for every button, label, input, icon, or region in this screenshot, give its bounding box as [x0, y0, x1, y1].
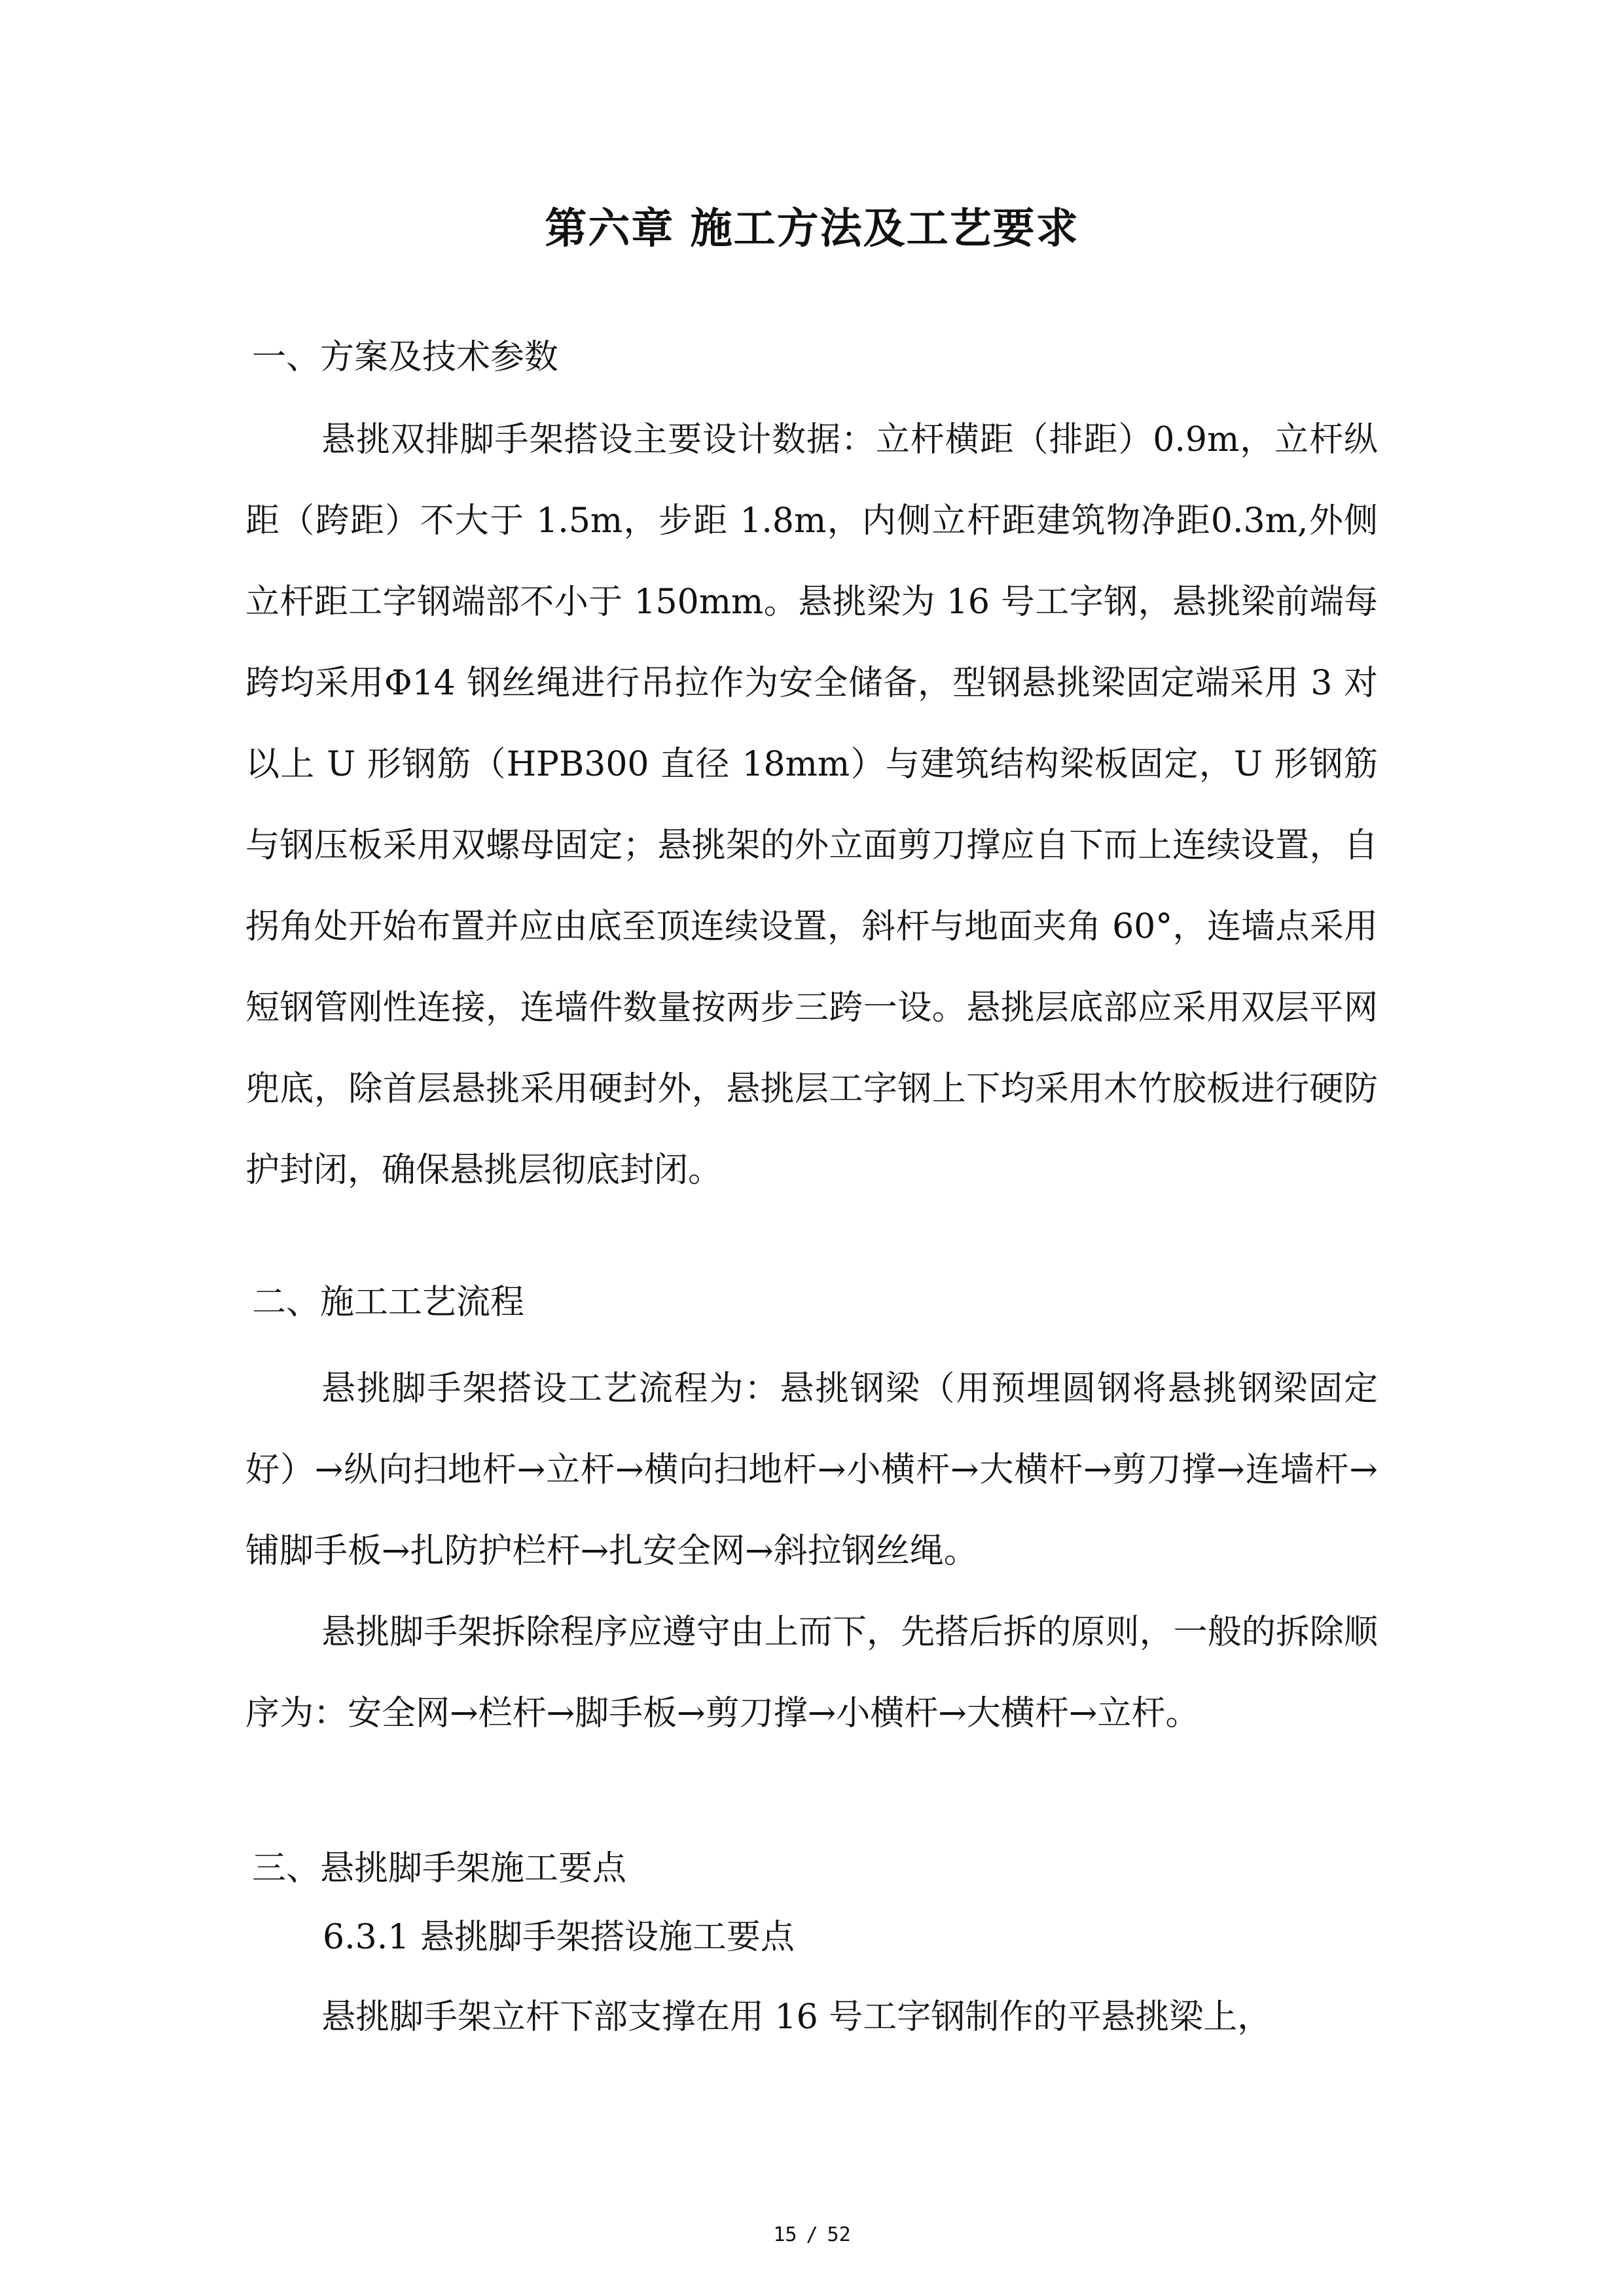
- page-current: 15: [773, 2223, 797, 2246]
- section-heading-3: 三、悬挑脚手架施工要点: [252, 1849, 627, 1888]
- section-1-paragraph-1: 悬挑双排脚手架搭设主要设计数据：立杆横距（排距）0.9m，立杆纵距（跨距）不大于 1.5m，步距 1.8m，内侧立杆距建筑物净距0.3m,外侧立杆距工字钢端部不小于 150mm。悬挑梁为 16 号工字钢，悬挑梁前端每跨均采用Φ14 钢丝绳进行吊拉作为安全储备，型钢悬挑梁固定端采用 3 对以上 U 形钢筋（HPB300 直径 18mm）与建筑结构梁板固定，U 形钢筋与钢压板采用双螺母固定；悬挑架的外立面剪刀撑应自下而上连续设置，自拐角处开始布置并应由底至顶连续设置，斜杆与地面夹角 60°，连墙点采用短钢管刚性连接，连墙件数量按两步三跨一设。悬挑层底部应采用双层平网兜底，除首层悬挑采用硬封外，悬挑层工字钢上下均采用木竹胶板进行硬防护封闭，确保悬挑层彻底封闭。: [245, 420, 1378, 1190]
- page-number-footer: [0, 2222, 1624, 2248]
- chapter-title: 第六章 施工方法及工艺要求: [545, 204, 1079, 253]
- section-2-paragraph-2: 悬挑脚手架拆除程序应遵守由上而下，先搭后拆的原则，一般的拆除顺序为：安全网→栏杆→脚手板→剪刀撑→小横杆→大横杆→立杆。: [245, 1613, 1378, 1733]
- section-2-paragraph-1: 悬挑脚手架搭设工艺流程为：悬挑钢梁（用预埋圆钢将悬挑钢梁固定好）→纵向扫地杆→立杆→横向扫地杆→小横杆→大横杆→剪刀撑→连墙杆→铺脚手板→扎防护栏杆→扎安全网→斜拉钢丝绳。: [245, 1369, 1378, 1571]
- section-3-paragraph-1: 悬挑脚手架立杆下部支撑在用 16 号工字钢制作的平悬挑梁上，: [321, 1998, 1272, 2037]
- section-heading-1: 一、方案及技术参数: [252, 338, 559, 377]
- subsection-heading-6-3-1: 6.3.1 悬挑脚手架搭设施工要点: [323, 1918, 795, 1957]
- section-heading-2: 二、施工工艺流程: [252, 1283, 525, 1322]
- page-separator: /: [806, 2223, 818, 2246]
- page-total: 52: [827, 2223, 851, 2246]
